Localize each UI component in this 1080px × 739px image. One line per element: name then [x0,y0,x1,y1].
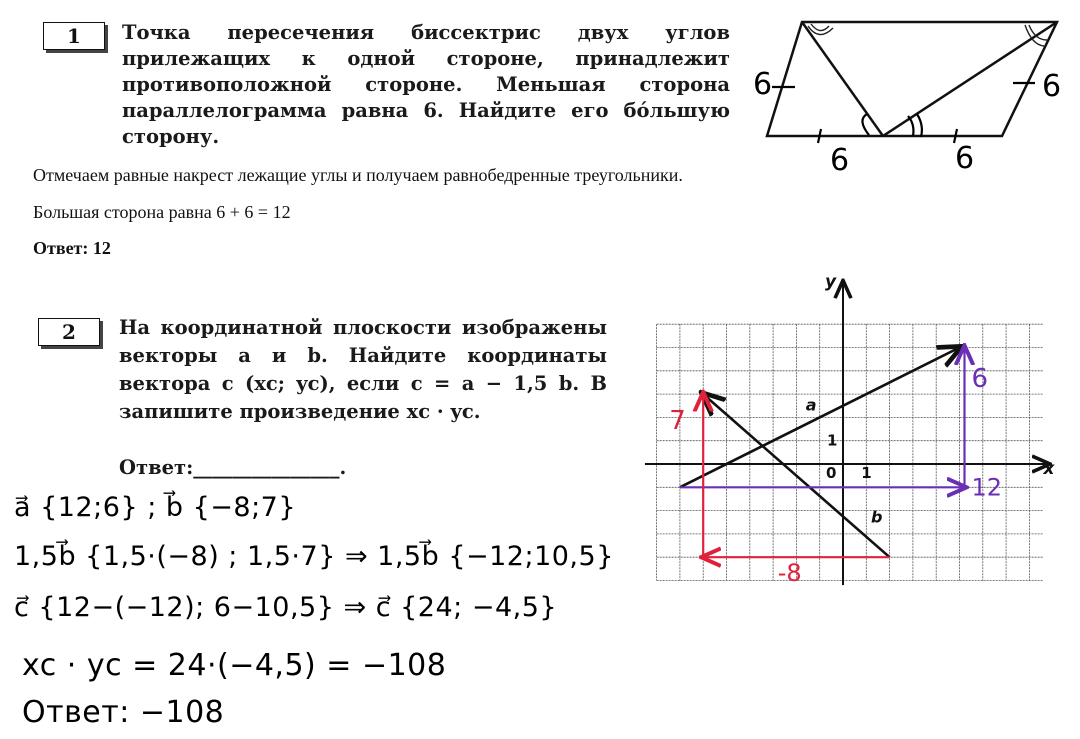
problem-2-text [119,315,607,425]
problem-1-line: Точка пересечения биссектрис двух углов [122,21,730,44]
parallelogram [767,22,1057,136]
vector-b-label: b [870,507,883,527]
bottom-label-right: 6 [955,141,975,175]
b-y-annotation: 7 [669,406,686,437]
problem-1-line: параллелограмма равна 6. Найдите его бóльшую сторону. [122,99,730,148]
y-axis-label: y [825,271,837,292]
unit-x-label: 1 [861,464,872,482]
problem-2-line: вектора c (xc; yc), если c = a − 1,5 b. В [119,372,607,395]
problem-1-text [122,20,730,150]
solution-1-line-1: Отмечаем равные накрест лежащие углы и получаем равнобедренные треугольники. [33,165,683,185]
x-axis-label: x [1043,459,1055,479]
problem-number-box: 1 [43,22,105,50]
handwritten-line: Ответ: −108 [22,695,225,730]
problem-1-line: противоположной стороне. Меньшая сторона [122,73,730,96]
a-y-annotation: 6 [971,364,989,395]
vector-a-label: a [805,395,817,415]
side-label-right: 6 [1042,69,1062,104]
handwritten-line: xc · yc = 24·(−4,5) = −108 [22,648,447,683]
handwritten-line: a⃗ {12;6} ; b⃗ {−8;7} [14,492,297,523]
problem-2-line: запишите произведение xc · yc. [119,400,481,423]
answer-blank: Ответ:_______________. [119,456,347,479]
problem-number-box: 2 [38,318,100,346]
solution-1-line-2: Большая сторона равна 6 + 6 = 12 [33,202,291,222]
side-label-left: 6 [753,67,773,102]
problem-1-line: прилежащих к одной стороне, принадлежит [122,47,730,70]
coordinate-graph [630,270,1070,590]
unit-y-label: 1 [827,431,838,450]
bottom-label-left: 6 [830,143,850,175]
b-x-annotation: -8 [777,559,802,588]
problem-2-line: На координатной плоскости изображены [119,316,607,339]
a-x-annotation: 12 [971,473,1003,502]
problem-2-line: векторы a и b. Найдите координаты [119,344,607,367]
handwritten-line: 1,5b⃗ {1,5·(−8) ; 1,5·7} ⇒ 1,5b⃗ {−12;10,5} [14,541,614,572]
handwritten-line: c⃗ {12−(−12); 6−10,5} ⇒ c⃗ {24; −4,5} [14,592,558,623]
answer-1: Ответ: 12 [33,238,111,258]
bisector-left [802,22,883,136]
origin-label: 0 [826,464,837,482]
parallelogram-figure [745,10,1075,175]
